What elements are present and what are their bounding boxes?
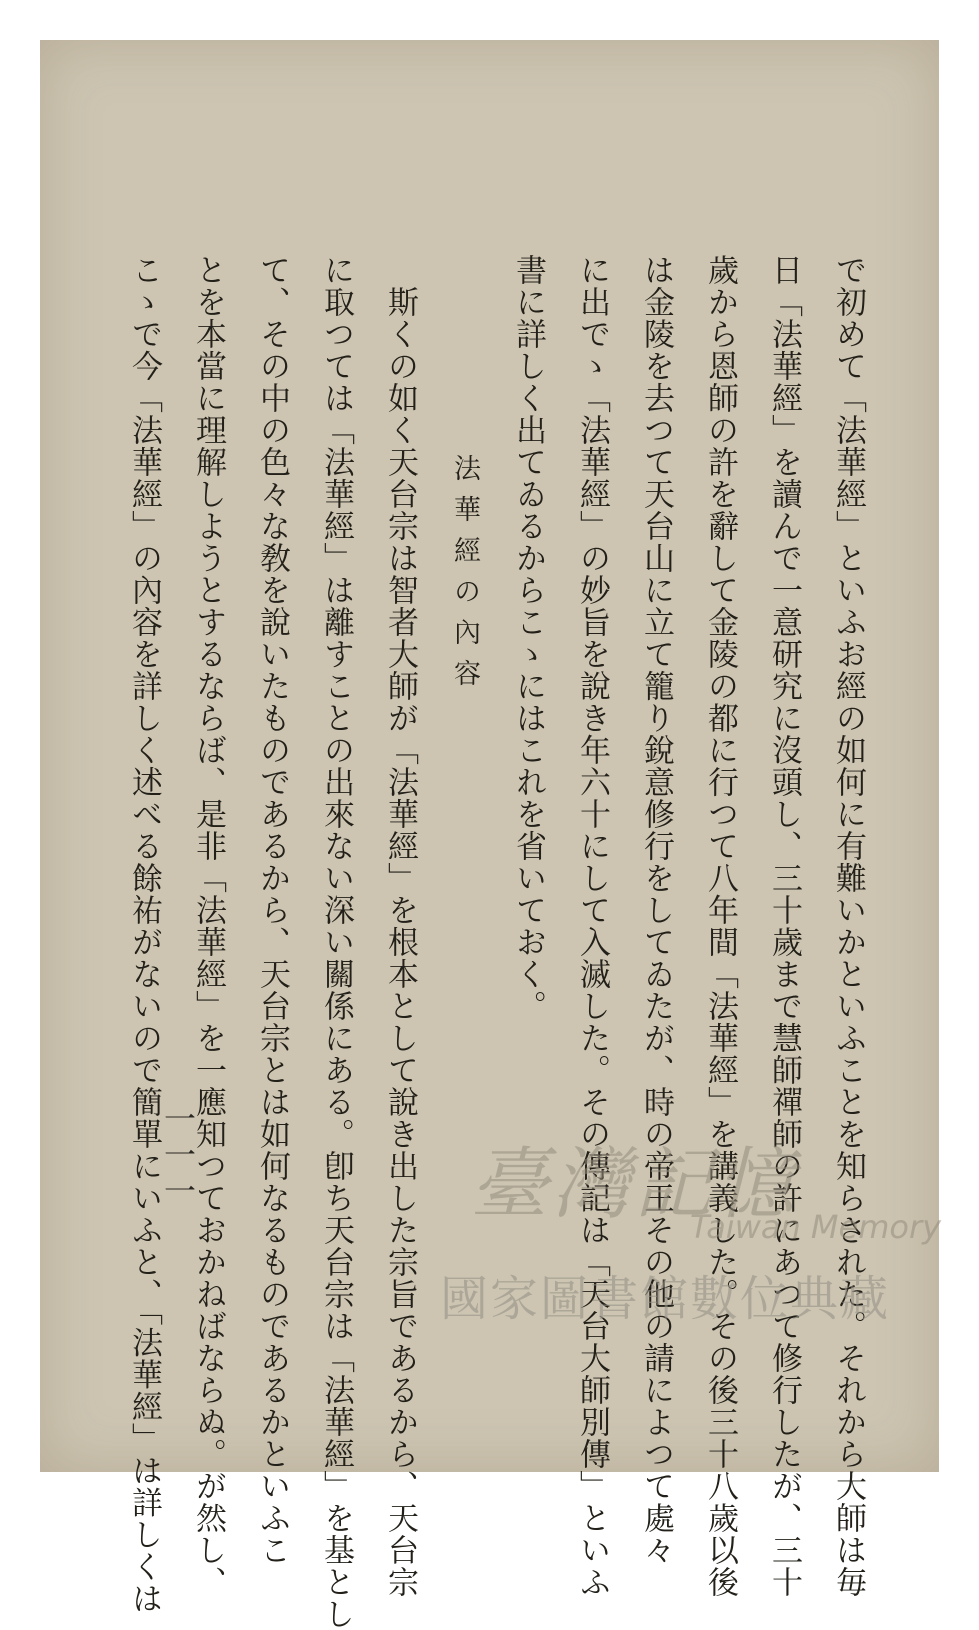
book-page xyxy=(40,40,942,1630)
text-line: に出でゝ「法華經」の妙旨を說き年六十にして入滅した。その傳記は「天台大師別傳」といふ xyxy=(574,254,610,1598)
text-line: とを本當に理解しようとするならば、是非「法華經」を一應知つておかねばならぬ。が然し、 xyxy=(190,254,226,1598)
text-line: 斯くの如く天台宗は智者大師が「法華經」を根本として說き出した宗旨であるから、天台宗 xyxy=(382,286,418,1598)
text-line: 日「法華經」を讀んで一意研究に沒頭し、三十歲まで慧師禪師の許にあつて修行したが、三十 xyxy=(766,254,802,1598)
section-heading: 法華經の內容 xyxy=(449,454,480,700)
watermark-english: Taiwan Memory xyxy=(690,1208,942,1246)
watermark-calligraphy: 臺灣記憶 xyxy=(470,1140,799,1230)
page-number: 一一一 xyxy=(159,1102,197,1210)
text-line: て、その中の色々な敎を說いたものであるから、天台宗とは如何なるものであるかといふこ xyxy=(254,254,290,1566)
text-line: 歲から恩師の許を辭して金陵の都に行つて八年間「法華經」を講義した。その後三十八歲以後 xyxy=(702,254,738,1598)
text-line: こゝで今「法華經」の內容を詳しく述べる餘祐がないので簡單にいふと、「法華經」は詳しくは xyxy=(126,254,162,1615)
watermark-library-name: 國家圖書館數位典藏 xyxy=(440,1271,891,1327)
text-line: は金陵を去つて天台山に立て籠り銳意修行をしてゐたが、時の帝王その他の請によつて處々 xyxy=(638,254,674,1566)
text-line: で初めて「法華經」といふお經の如何に有難いかといふことを知らされた。それから大師は毎 xyxy=(830,254,866,1598)
text-line: に取つては「法華經」は離すことの出來ない深い關係にある。卽ち天台宗は「法華經」を基とし xyxy=(318,254,354,1630)
text-line: 書に詳しく出てゐるからこゝにはこれを省いておく。 xyxy=(510,254,546,1022)
